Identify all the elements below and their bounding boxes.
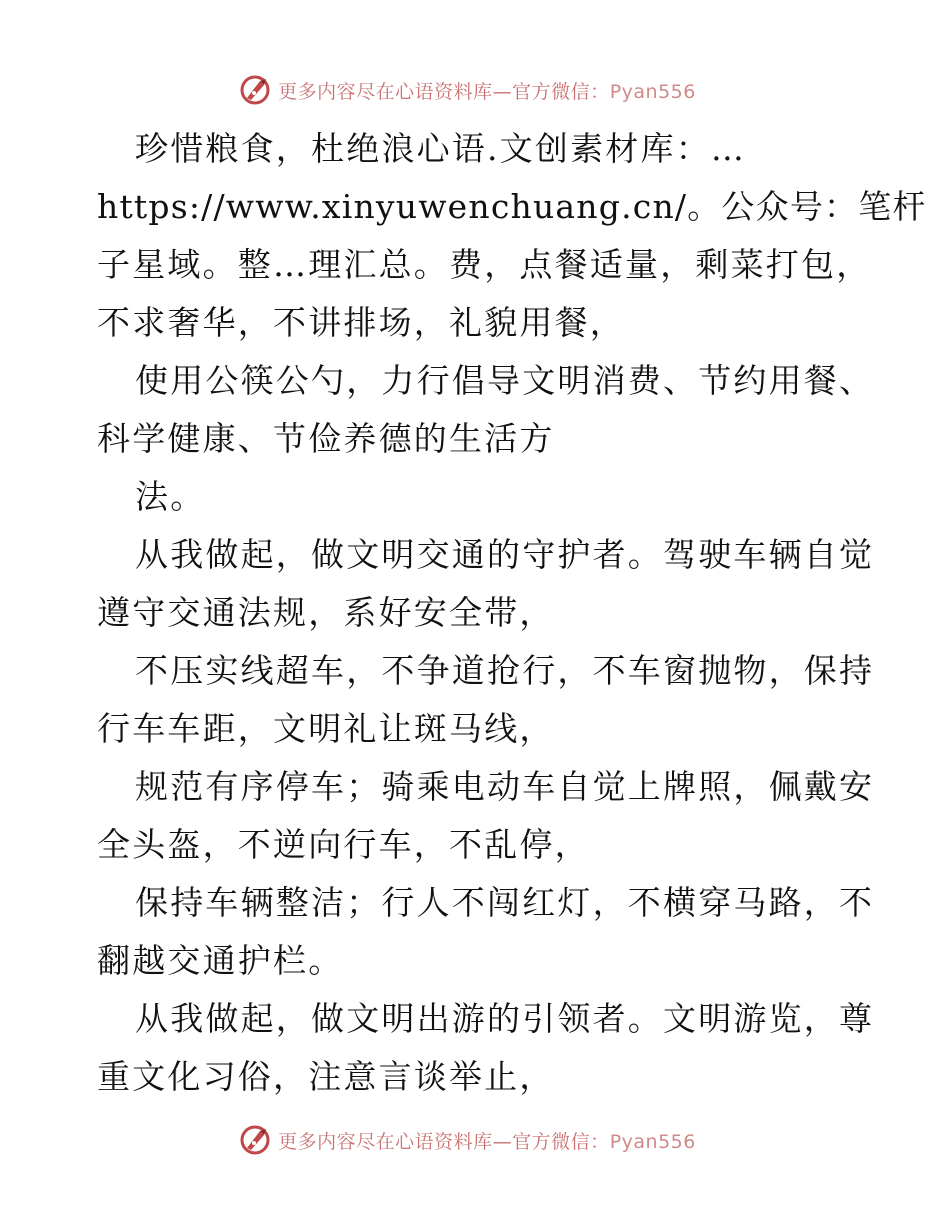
footer-banner-text: [278, 1127, 696, 1154]
text-line: 从我做起，做文明出游的引领者。文明游览，尊: [135, 999, 875, 1038]
text-line: https://www.xinyuwenchuang.cn/。公众号：笔杆: [97, 187, 927, 226]
header-banner: [0, 70, 950, 110]
text-line: 科学健康、节俭养德的生活方: [97, 419, 555, 458]
header-official-text: 官方微信：: [512, 80, 610, 103]
footer-official-text: 官方微信：: [512, 1130, 610, 1153]
header-banner-text: [278, 77, 696, 104]
text-line: 重文化习俗，注意言谈举止，: [97, 1057, 555, 1096]
text-line: 珍惜粮食，杜绝浪心语.文创素材库：…: [135, 129, 747, 168]
text-line: 从我做起，做文明交通的守护者。驾驶车辆自觉: [135, 535, 875, 574]
footer-site-text: 更多内容尽在心语资料库: [278, 1130, 493, 1153]
footer-banner: [0, 1120, 950, 1160]
footer-banner-content: [238, 1123, 696, 1157]
text-line: 保持车辆整洁；行人不闯红灯，不横穿马路，不: [135, 883, 875, 922]
text-line: 不求奢华，不讲排场，礼貌用餐，: [97, 303, 625, 342]
footer-dash: —: [492, 1130, 513, 1153]
header-contact: Pyan556: [609, 80, 696, 103]
text-line: 法。: [135, 477, 206, 516]
text-line: 使用公筷公勺，力行倡导文明消费、节约用餐、: [135, 361, 875, 400]
text-line: 翻越交通护栏。: [97, 941, 344, 980]
header-banner-content: [238, 73, 696, 107]
text-line: 不压实线超车，不争道抢行，不车窗抛物，保持: [135, 651, 875, 690]
text-line: 子星域。整…理汇总。费，点餐适量，剩菜打包，: [97, 245, 872, 284]
footer-contact: Pyan556: [609, 1130, 696, 1153]
header-dash: —: [492, 80, 513, 103]
document-body: [97, 120, 927, 1106]
text-line: 规范有序停车；骑乘电动车自觉上牌照，佩戴安: [135, 767, 875, 806]
text-line: 全头盔，不逆向行车，不乱停，: [97, 825, 590, 864]
pen-nib-logo-icon: [238, 1123, 272, 1157]
pen-nib-logo-icon: [238, 73, 272, 107]
text-line: 行车车距，文明礼让斑马线，: [97, 709, 555, 748]
header-site-text: 更多内容尽在心语资料库: [278, 80, 493, 103]
text-line: 遵守交通法规，系好安全带，: [97, 593, 555, 632]
